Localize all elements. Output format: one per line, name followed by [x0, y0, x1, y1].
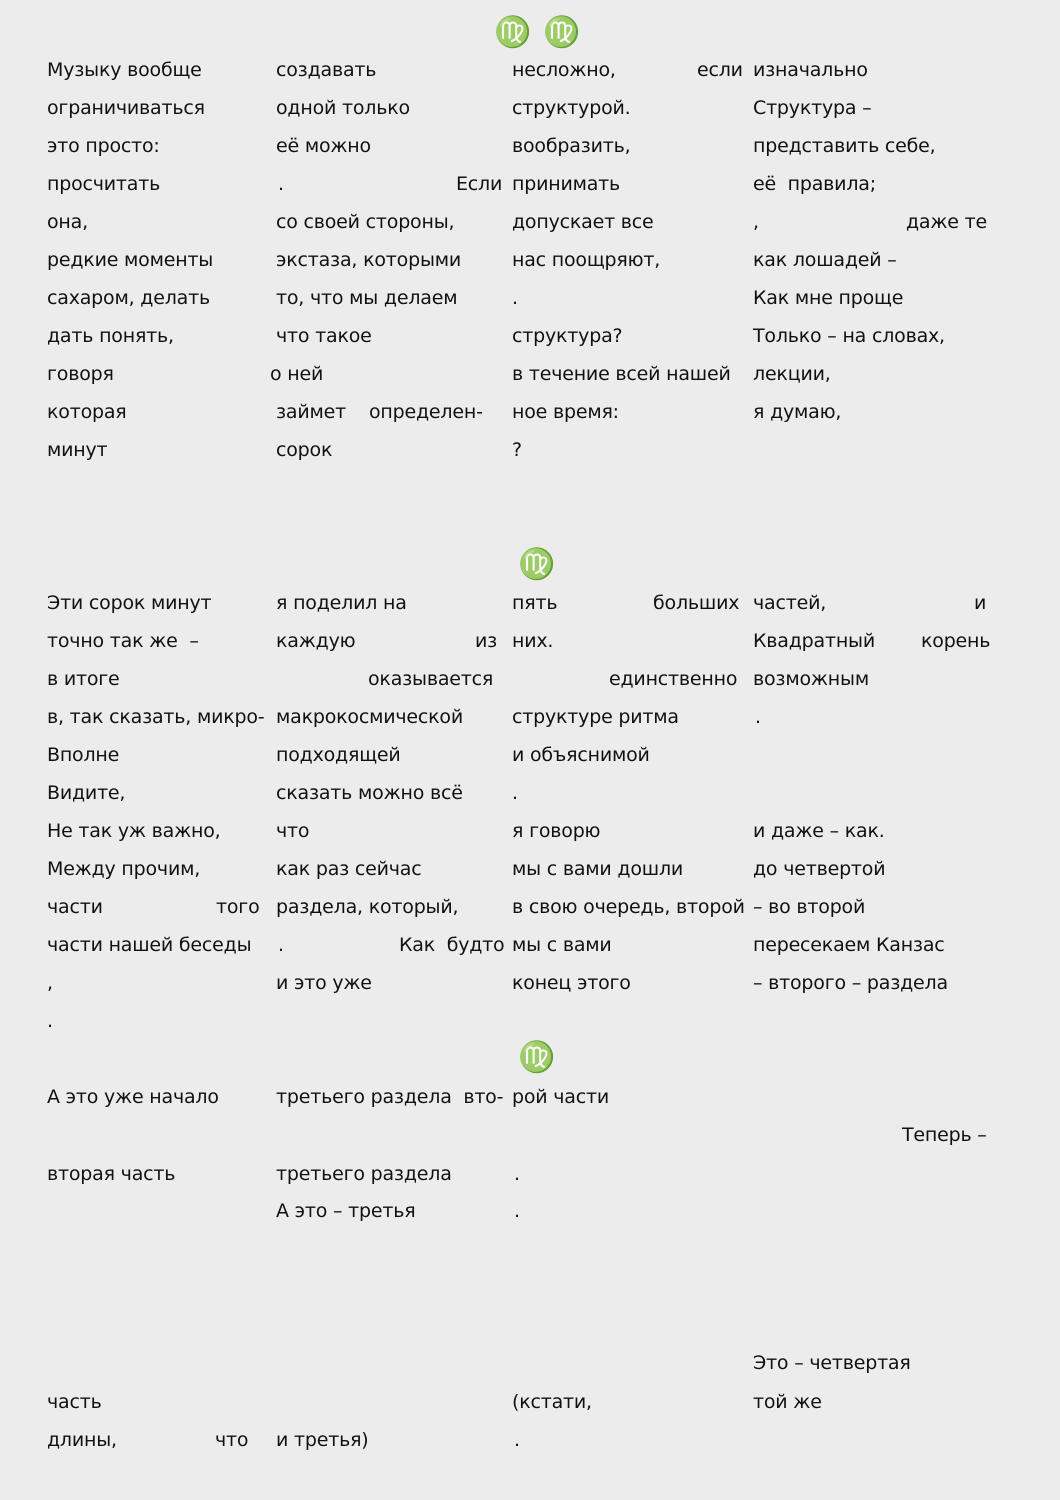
- text-line: больших: [653, 592, 740, 614]
- text-line: которая: [47, 401, 127, 423]
- text-line: из: [475, 630, 498, 652]
- text-line: .: [512, 287, 518, 309]
- text-line: её правила;: [753, 173, 876, 195]
- text-line: Как мне проще: [753, 287, 904, 309]
- text-line: дать понять,: [47, 325, 174, 347]
- text-line: в итоге: [47, 668, 120, 690]
- text-line: как лошадей –: [753, 249, 897, 271]
- text-line: до четвертой: [753, 858, 886, 880]
- text-line: несложно,: [512, 59, 616, 81]
- text-line: длины,: [47, 1429, 117, 1451]
- text-line: и: [974, 592, 987, 614]
- text-line: того: [216, 896, 260, 918]
- text-line: третьего раздела: [276, 1163, 452, 1185]
- text-line: А это уже начало: [47, 1086, 219, 1108]
- text-line: макрокосмической: [276, 706, 463, 728]
- text-line: займет: [276, 401, 346, 423]
- text-line: .: [512, 782, 518, 804]
- text-line: подходящей: [276, 744, 401, 766]
- text-line: минут: [47, 439, 108, 461]
- text-line: .: [278, 934, 284, 956]
- text-line: точно так же –: [47, 630, 199, 652]
- text-line: оказывается: [368, 668, 494, 690]
- text-line: одной только: [276, 97, 410, 119]
- text-line: структура?: [512, 325, 623, 347]
- text-line: ное время:: [512, 401, 619, 423]
- text-line: представить себе,: [753, 135, 936, 157]
- text-line: – второго – раздела: [753, 972, 948, 994]
- text-line: .: [514, 1163, 520, 1185]
- text-line: – во второй: [753, 896, 866, 918]
- text-line: Эти сорок минут: [47, 592, 212, 614]
- text-line: Между прочим,: [47, 858, 201, 880]
- text-line: часть: [47, 1391, 102, 1413]
- text-line: сказать можно всё: [276, 782, 463, 804]
- text-line: Структура –: [753, 97, 872, 119]
- text-line: принимать: [512, 173, 621, 195]
- text-line: .: [755, 706, 761, 728]
- text-line: и объяснимой: [512, 744, 650, 766]
- text-line: А это – третья: [276, 1200, 416, 1222]
- text-line: со своей стороны,: [276, 211, 455, 233]
- text-line: экстаза, которыми: [276, 249, 462, 271]
- text-line: и третья): [276, 1429, 369, 1451]
- text-line: что такое: [276, 325, 372, 347]
- text-line: и даже – как.: [753, 820, 885, 842]
- text-line: это просто:: [47, 135, 160, 157]
- text-line: определен-: [369, 401, 483, 423]
- text-line: каждую: [276, 630, 356, 652]
- text-line: ,: [753, 211, 759, 233]
- text-line: я говорю: [512, 820, 601, 842]
- text-line: (кстати,: [512, 1391, 592, 1413]
- text-line: корень: [921, 630, 991, 652]
- virgo-glyph-top-right: ♍: [543, 15, 581, 50]
- text-line: Вполне: [47, 744, 120, 766]
- text-line: единственно: [609, 668, 738, 690]
- text-line: как раз сейчас: [276, 858, 422, 880]
- text-line: .: [514, 1200, 520, 1222]
- text-line: лекции,: [753, 363, 831, 385]
- text-line: .: [514, 1429, 520, 1451]
- text-line: редкие моменты: [47, 249, 214, 271]
- text-line: допускает все: [512, 211, 654, 233]
- text-line: третьего раздела вто-: [276, 1086, 504, 1108]
- text-line: создавать: [276, 59, 377, 81]
- text-line: ограничиваться: [47, 97, 205, 119]
- text-line: Квадратный: [753, 630, 876, 652]
- text-line: возможным: [753, 668, 869, 690]
- text-line: нас поощряют,: [512, 249, 661, 271]
- text-line: части нашей беседы: [47, 934, 252, 956]
- text-line: .: [47, 1010, 53, 1032]
- text-line: пересекаем Канзас: [753, 934, 945, 956]
- virgo-glyph-middle: ♍: [518, 547, 556, 582]
- text-line: что: [215, 1429, 249, 1451]
- text-line: части: [47, 896, 103, 918]
- text-line: в свою очередь, второй: [512, 896, 745, 918]
- text-line: ,: [47, 972, 53, 994]
- text-line: конец этого: [512, 972, 631, 994]
- text-line: раздела, который,: [276, 896, 459, 918]
- text-line: Только – на словах,: [753, 325, 945, 347]
- text-line: них.: [512, 630, 554, 652]
- text-line: просчитать: [47, 173, 161, 195]
- text-line: даже те: [906, 211, 987, 233]
- text-line: что: [276, 820, 310, 842]
- text-line: в течение всей нашей: [512, 363, 731, 385]
- text-line: структуре ритма: [512, 706, 679, 728]
- text-line: Это – четвертая: [753, 1352, 911, 1374]
- text-line: мы с вами дошли: [512, 858, 684, 880]
- text-line: той же: [753, 1391, 822, 1413]
- text-line: ?: [512, 439, 522, 461]
- text-line: мы с вами: [512, 934, 612, 956]
- text-line: .: [278, 173, 284, 195]
- text-line: она,: [47, 211, 88, 233]
- text-line: рой части: [512, 1086, 610, 1108]
- text-line: изначально: [753, 59, 868, 81]
- text-line: Не так уж важно,: [47, 820, 221, 842]
- virgo-glyph-lower: ♍: [518, 1040, 556, 1075]
- text-line: Музыку вообще: [47, 59, 202, 81]
- text-line: если: [697, 59, 743, 81]
- text-line: сахаром, делать: [47, 287, 210, 309]
- text-line: то, что мы делаем: [276, 287, 458, 309]
- text-line: сорок: [276, 439, 333, 461]
- text-line: вторая часть: [47, 1163, 176, 1185]
- text-line: вообразить,: [512, 135, 631, 157]
- virgo-glyph-top-left: ♍: [494, 15, 532, 50]
- text-line: Если: [456, 173, 503, 195]
- text-line: пять: [512, 592, 558, 614]
- text-line: Видите,: [47, 782, 126, 804]
- text-line: и это уже: [276, 972, 372, 994]
- text-line: Теперь –: [902, 1124, 987, 1146]
- text-line: частей,: [753, 592, 827, 614]
- text-line: я думаю,: [753, 401, 842, 423]
- text-line: Как будто: [399, 934, 505, 956]
- text-line: в, так сказать, микро-: [47, 706, 265, 728]
- text-line: её можно: [276, 135, 371, 157]
- text-line: я поделил на: [276, 592, 407, 614]
- text-line: о ней: [270, 363, 324, 385]
- text-line: говоря: [47, 363, 114, 385]
- text-line: структурой.: [512, 97, 631, 119]
